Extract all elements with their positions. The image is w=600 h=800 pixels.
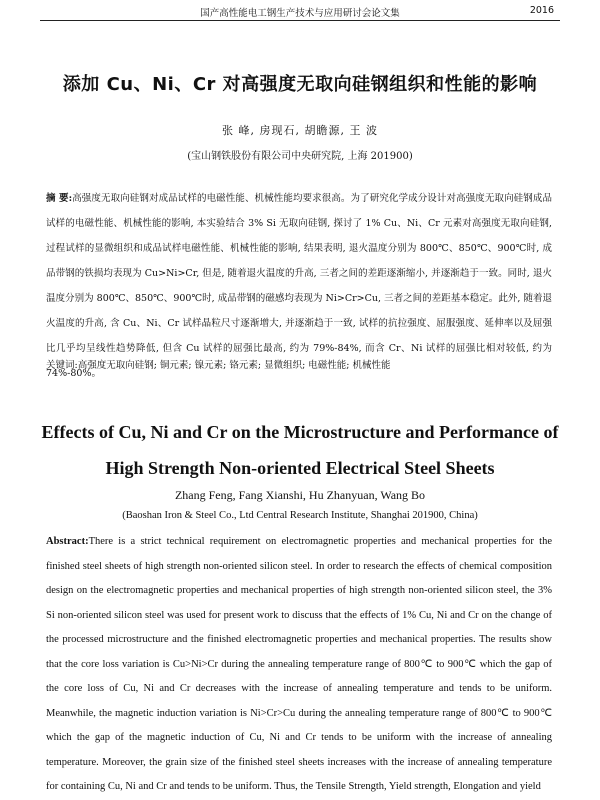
- english-authors: Zhang Feng, Fang Xianshi, Hu Zhanyuan, Wang Bo: [174, 488, 426, 502]
- chinese-keywords-label: 关键词:: [46, 360, 78, 371]
- proceedings-title: 国产高性能电工钢生产技术与应用研讨会论文集: [200, 8, 400, 19]
- english-title: Effects of Cu, Ni and Cr on the Microstructure and Performance of High Strength Non-oriented Electrical Steel Sheets: [41, 422, 559, 478]
- english-abstract-text: There is a strict technical requirement on electromagnetic properties and mechanical properties for the finished steel sheets of high strength non-oriented silicon steel. In order to research the effects of chemical composition design on the electromagnetic properties and mechanical properties of high strength non-oriented silicon steel, the 3% Si non-oriented silicon steel was used for present work to discuss that the effects of 1% Cu, Ni and Cr on the change of the processed microstructure and the finished electromagnetic properties and mechanical properties. The results show that the core loss variation is Cu>Ni>Cr during the annealing temperature range of 800℃ to 900℃ which the gap of the core loss of Cu, Ni and Cr decreases with the increase of annealing temperature and tends to be uniform. Meanwhile, the magnetic induction variation is Ni>Cr>Cu during the annealing temperature range of 800℃ to 900℃ which the gap of the magnetic induction of Cu, Ni and Cr tends to be uniform with the increase of annealing temperature. Moreover, the grain size of the finished steel sheets increases with the increase of annealing temperature for containing Cu, Ni and Cr and tends to be uniform. Thus, the Tensile Strength, Yield strength, Elongation and yield: [46, 536, 552, 792]
- english-abstract-label: Abstract:: [46, 536, 89, 547]
- chinese-abstract-label: 摘 要:: [46, 193, 73, 204]
- running-header: [40, 4, 560, 21]
- english-abstract: [46, 530, 552, 792]
- chinese-authors: 张 峰, 房现石, 胡瞻源, 王 波: [222, 124, 378, 137]
- chinese-abstract: [46, 186, 552, 386]
- english-affiliation: (Baoshan Iron & Steel Co., Ltd Central Research Institute, Shanghai 201900, China): [122, 510, 478, 521]
- chinese-keywords-text: 高强度无取向硅钢; 铜元素; 镍元素; 铬元素; 显微组织; 电磁性能; 机械性能: [77, 360, 391, 371]
- chinese-title: 添加 Cu、Ni、Cr 对高强度无取向硅钢组织和性能的影响: [62, 74, 538, 95]
- page-year: 2016: [529, 5, 554, 16]
- chinese-affiliation: (宝山钢铁股份有限公司中央研究院, 上海 201900): [187, 151, 413, 162]
- chinese-abstract-text: 高强度无取向硅钢对成品试样的电磁性能、机械性能均要求很高。为了研究化学成分设计对高强度无取向硅钢成品试样的电磁性能、机械性能的影响, 本实验结合 3% Si 无取向硅钢, 探讨了 1% Cu、Ni、Cr 元素对高强度无取向硅钢, 过程试样的显微组织和成品试样电磁性能、机械性能的影响, 结果表明, 退火温度分别为 800℃、850℃、900℃时, 成品带钢的铁损均表现为 Cu>Ni>Cr, 但是, 随着退火温度的升高, 三者之间的差距逐渐缩小, 并逐渐趋于一致。同时, 退火温度分别为 800℃、850℃、900℃时, 成品带钢的磁感均表现为 Ni>Cr>Cu, 三者之间的差距基本稳定。此外, 随着退火温度的升高, 含 Cu、Ni、Cr 试样晶粒尺寸逐渐增大, 并逐渐趋于一致, 试样的抗拉强度、屈服强度、延伸率以及屈强比几乎均呈线性趋势降低, 但含 Cu 试样的屈强比最高, 约为 79%-84%, 而含 Cr、Ni 试样的屈强比相对较低, 约为 74%-80%。: [46, 193, 552, 379]
- chinese-keywords: [46, 358, 552, 374]
